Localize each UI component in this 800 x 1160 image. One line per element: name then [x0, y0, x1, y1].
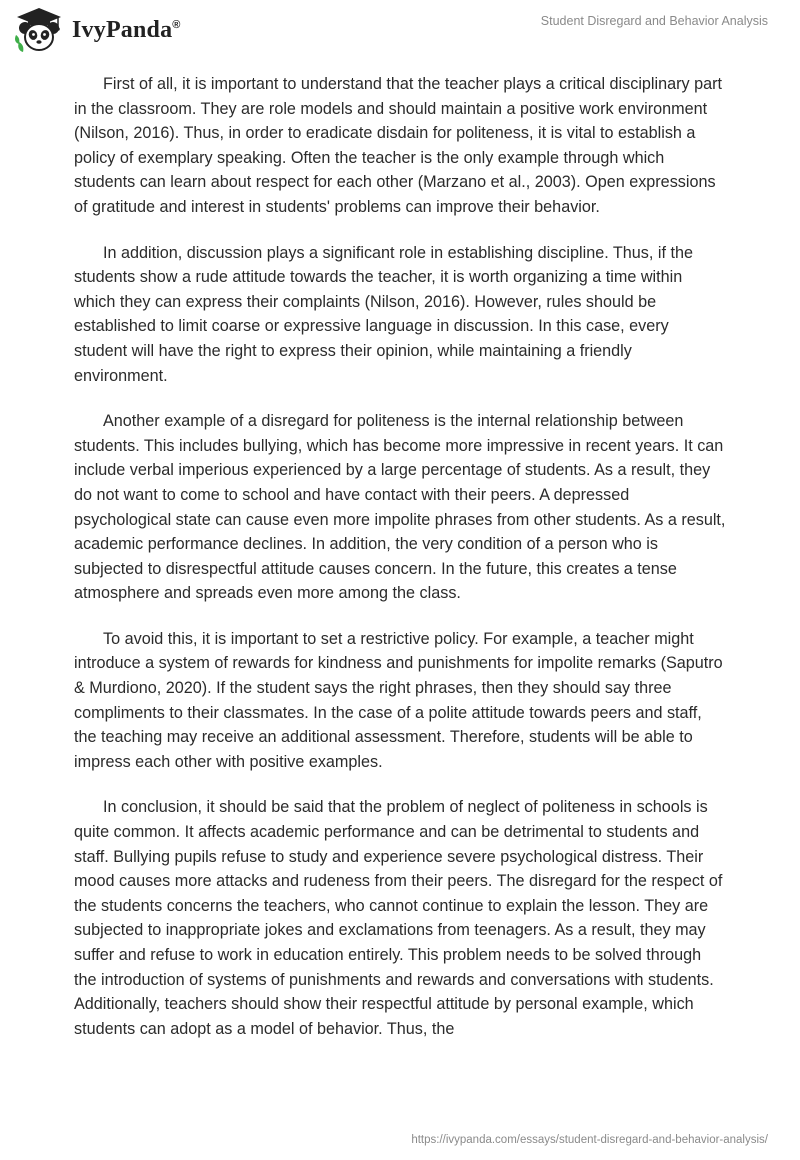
ivypanda-logo[interactable] [14, 6, 181, 54]
paragraph-3: Another example of a disregard for politeness is the internal relationship between students. This includes bullying, which has become more impressive in recent years. It can include verbal imperious experienced by a large percentage of students. As a result, they do not want to come to school and have contact with their peers. A depressed psychological state can cause even more impolite phrases from other students. As a result, academic performance declines. In addition, the very condition of a person who is subjected to disrespectful attitude causes concern. In the future, this creates a tense atmosphere and spreads even more among the class. [74, 412, 726, 603]
paragraph-4: To avoid this, it is important to set a restrictive policy. For example, a teacher might introduce a system of rewards for kindness and punishments for impolite remarks (Saputro & Murdiono, 2020). If the student says the right phrases, then they should say three compliments to their classmates. In the case of a polite attitude towards peers and staff, the teaching may receive an additional assessment. Therefore, students will be able to impress each other with positive examples. [74, 629, 723, 771]
paragraph-1: First of all, it is important to understand that the teacher plays a critical disciplinary part in the classroom. They are role models and should maintain a positive work environment (Nilson, 2016). Thus, in order to eradicate disdain for politeness, it is vital to establish a policy of exemplary speaking. Often the teacher is the only example through which students can learn about respect for each other (Marzano et al., 2003). Open expressions of gratitude and interest in students' problems can improve their behavior. [74, 75, 722, 216]
logo-wordmark: IvyPanda® [72, 16, 181, 43]
source-url[interactable]: https://ivypanda.com/essays/student-disregard-and-behavior-analysis/ [411, 1134, 768, 1146]
essay-body [74, 72, 726, 1062]
paragraph-2: In addition, discussion plays a significant role in establishing discipline. Thus, if the students show a rude attitude towards the teacher, it is worth organizing a time within which they can express their complaints (Nilson, 2016). However, rules should be established to limit coarse or expressive language in discussion. In this case, every student will have the right to express their opinion, while maintaining a friendly environment. [74, 243, 693, 385]
registered-mark: ® [172, 18, 181, 31]
panda-graduation-icon [14, 6, 64, 54]
page-header [0, 0, 800, 70]
document-title: Student Disregard and Behavior Analysis [540, 14, 768, 28]
paragraph-5: In conclusion, it should be said that the problem of neglect of politeness in schools is quite common. It affects academic performance and can be detrimental to students and staff. Bullying pupils refuse to study and experience severe psychological distress. Their mood causes more attacks and rudeness from their peers. The disregard for the respect of the students concerns the teachers, who cannot continue to explain the lesson. They are subjected to inappropriate jokes and exclamations from teenagers. As a result, they may suffer and refuse to work in education entirely. This problem needs to be solved through the introduction of systems of punishments and rewards and conversations with students. Additionally, teachers should show their respectful attitude by personal example, which students can adopt as a model of behavior. Thus, the [74, 798, 723, 1038]
